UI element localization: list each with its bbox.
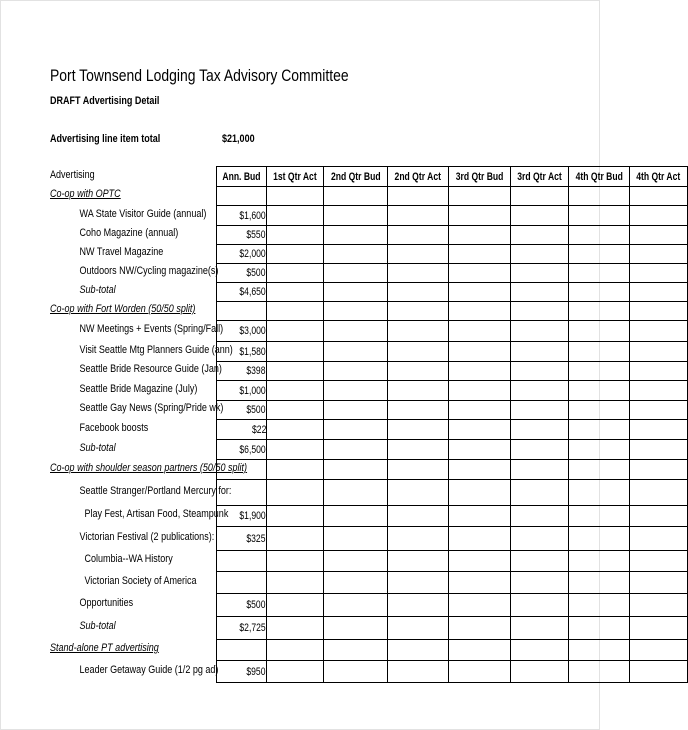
annual-budget-cell: [217, 420, 267, 440]
quarter-cell: [510, 401, 568, 420]
quarter-cell: [266, 527, 323, 551]
row-label: NW Meetings + Events (Spring/Fall): [79, 323, 224, 335]
quarter-cell: [388, 381, 449, 401]
row-label: Sub-total: [79, 442, 116, 454]
quarter-cell: [510, 302, 568, 321]
quarter-cell: [323, 264, 388, 283]
quarter-cell: [448, 362, 510, 381]
row-label: Seattle Bride Resource Guide (Jan): [79, 363, 222, 375]
annual-budget-value: $2,000: [239, 248, 266, 260]
table-row: [217, 362, 688, 381]
quarter-cell: [510, 264, 568, 283]
row-label: Facebook boosts: [79, 422, 149, 434]
quarter-cell: [630, 245, 687, 264]
quarter-cell: [323, 321, 388, 342]
annual-budget-cell: [217, 381, 267, 401]
table-row: [217, 594, 688, 617]
quarter-cell: [568, 506, 630, 527]
table-row: [217, 245, 688, 264]
row-label: Advertising: [50, 169, 95, 181]
table-row: [217, 226, 688, 245]
quarter-cell: [448, 640, 510, 661]
line-item-total-label: Advertising line item total: [50, 133, 161, 145]
quarter-cell: [630, 440, 687, 460]
quarter-cell: [510, 527, 568, 551]
quarter-cell: [568, 283, 630, 302]
column-header-label: 2nd Qtr Act: [394, 170, 442, 183]
quarter-cell: [388, 640, 449, 661]
quarter-cell: [388, 283, 449, 302]
annual-budget-value: $398: [246, 365, 266, 377]
row-label: WA State Visitor Guide (annual): [79, 208, 207, 220]
annual-budget-cell: [217, 206, 267, 226]
quarter-cell: [266, 617, 323, 640]
quarter-cell: [510, 480, 568, 506]
quarter-cell: [388, 362, 449, 381]
quarter-cell: [448, 551, 510, 572]
quarter-cell: [266, 506, 323, 527]
annual-budget-cell: [217, 283, 267, 302]
annual-budget-value: $4,650: [239, 286, 266, 298]
quarter-cell: [448, 480, 510, 506]
quarter-cell: [448, 594, 510, 617]
quarter-cell: [388, 342, 449, 362]
row-label: Co-op with shoulder season partners (50/50 split): [50, 462, 248, 474]
row-label: Seattle Gay News (Spring/Pride wk): [79, 402, 224, 414]
quarter-cell: [323, 617, 388, 640]
quarter-cell: [388, 226, 449, 245]
quarter-cell: [388, 302, 449, 321]
annual-budget-value: $1,580: [239, 345, 266, 358]
row-label: Leader Getaway Guide (1/2 pg ad): [79, 664, 219, 676]
table-row: [217, 283, 688, 302]
row-label: Visit Seattle Mtg Planners Guide (ann): [79, 344, 233, 356]
quarter-cell: [266, 440, 323, 460]
quarter-cell: [510, 661, 568, 683]
quarter-cell: [323, 342, 388, 362]
quarter-cell: [510, 572, 568, 594]
annual-budget-cell: [217, 302, 267, 321]
quarter-cell: [510, 640, 568, 661]
quarter-cell: [510, 460, 568, 480]
quarter-cell: [448, 572, 510, 594]
quarter-cell: [568, 206, 630, 226]
table-row: [217, 401, 688, 420]
row-label: Victorian Festival (2 publications):: [79, 531, 215, 543]
annual-budget-value: $22: [251, 423, 266, 436]
row-label: Opportunities: [79, 597, 134, 609]
quarter-cell: [323, 594, 388, 617]
row-label: Seattle Bride Magazine (July): [79, 383, 198, 395]
quarter-cell: [388, 617, 449, 640]
column-header: [448, 167, 510, 187]
quarter-cell: [630, 617, 687, 640]
quarter-cell: [266, 640, 323, 661]
quarter-cell: [448, 321, 510, 342]
quarter-cell: [510, 594, 568, 617]
quarter-cell: [266, 551, 323, 572]
table-row: [217, 617, 688, 640]
quarter-cell: [323, 302, 388, 321]
quarter-cell: [323, 440, 388, 460]
quarter-cell: [323, 283, 388, 302]
annual-budget-cell: [217, 551, 267, 572]
quarter-cell: [388, 245, 449, 264]
quarter-cell: [510, 187, 568, 206]
table-row: [217, 187, 688, 206]
quarter-cell: [266, 401, 323, 420]
quarter-cell: [510, 226, 568, 245]
quarter-cell: [568, 460, 630, 480]
table-row: [217, 381, 688, 401]
quarter-cell: [448, 661, 510, 683]
annual-budget-cell: [217, 440, 267, 460]
annual-budget-cell: [217, 321, 267, 342]
column-header-label: 1st Qtr Act: [273, 170, 317, 183]
table-row: [217, 302, 688, 321]
quarter-cell: [323, 245, 388, 264]
row-label: Play Fest, Artisan Food, Steampunk: [84, 508, 229, 520]
quarter-cell: [266, 302, 323, 321]
quarter-cell: [323, 480, 388, 506]
quarter-cell: [510, 506, 568, 527]
quarter-cell: [630, 342, 687, 362]
quarter-cell: [630, 551, 687, 572]
column-header-label: 2nd Qtr Bud: [330, 170, 381, 183]
quarter-cell: [448, 283, 510, 302]
quarter-cell: [568, 440, 630, 460]
table-row: [217, 440, 688, 460]
column-header-label: 3rd Qtr Bud: [455, 170, 504, 183]
quarter-cell: [448, 187, 510, 206]
quarter-cell: [323, 401, 388, 420]
annual-budget-value: $1,900: [239, 510, 266, 522]
quarter-cell: [630, 401, 687, 420]
quarter-cell: [266, 226, 323, 245]
annual-budget-value: $6,500: [239, 443, 266, 456]
annual-budget-cell: [217, 572, 267, 594]
annual-budget-cell: [217, 187, 267, 206]
annual-budget-cell: [217, 460, 267, 480]
quarter-cell: [266, 661, 323, 683]
quarter-cell: [388, 527, 449, 551]
annual-budget-cell: [217, 506, 267, 527]
table-row: [217, 342, 688, 362]
annual-budget-value: $500: [246, 599, 266, 611]
annual-budget-cell: [217, 362, 267, 381]
table-row: [217, 506, 688, 527]
row-label: Sub-total: [79, 620, 116, 632]
quarter-cell: [630, 264, 687, 283]
quarter-cell: [630, 283, 687, 302]
quarter-cell: [568, 362, 630, 381]
row-label: Victorian Society of America: [84, 575, 197, 587]
quarter-cell: [448, 506, 510, 527]
quarter-cell: [266, 206, 323, 226]
quarter-cell: [266, 362, 323, 381]
table-row: [217, 206, 688, 226]
annual-budget-cell: [217, 480, 267, 506]
quarter-cell: [510, 420, 568, 440]
quarter-cell: [448, 617, 510, 640]
annual-budget-cell: [217, 661, 267, 683]
quarter-cell: [630, 460, 687, 480]
quarter-cell: [568, 226, 630, 245]
quarter-cell: [266, 420, 323, 440]
quarter-cell: [388, 440, 449, 460]
column-header: [388, 167, 449, 187]
row-label: Columbia--WA History: [84, 553, 173, 565]
table-row: [217, 420, 688, 440]
quarter-cell: [568, 302, 630, 321]
annual-budget-cell: [217, 264, 267, 283]
quarter-cell: [510, 342, 568, 362]
quarter-cell: [388, 460, 449, 480]
quarter-cell: [448, 302, 510, 321]
quarter-cell: [510, 381, 568, 401]
quarter-cell: [323, 551, 388, 572]
quarter-cell: [323, 187, 388, 206]
quarter-cell: [630, 594, 687, 617]
annual-budget-cell: [217, 640, 267, 661]
quarter-cell: [568, 527, 630, 551]
quarter-cell: [388, 594, 449, 617]
quarter-cell: [568, 594, 630, 617]
annual-budget-value: $950: [246, 665, 266, 678]
column-header-label: 4th Qtr Bud: [575, 170, 623, 183]
quarter-cell: [266, 381, 323, 401]
quarter-cell: [630, 661, 687, 683]
column-header: [630, 167, 687, 187]
quarter-cell: [630, 362, 687, 381]
quarter-cell: [630, 506, 687, 527]
quarter-cell: [266, 572, 323, 594]
annual-budget-cell: [217, 342, 267, 362]
document-title: Port Townsend Lodging Tax Advisory Committee: [50, 66, 349, 85]
column-header-label: Ann. Bud: [222, 170, 261, 183]
quarter-cell: [448, 245, 510, 264]
line-item-total-value: $21,000: [222, 133, 255, 145]
quarter-cell: [510, 321, 568, 342]
quarter-cell: [266, 342, 323, 362]
quarter-cell: [323, 206, 388, 226]
quarter-cell: [630, 206, 687, 226]
quarter-cell: [568, 401, 630, 420]
quarter-cell: [388, 401, 449, 420]
quarter-cell: [568, 420, 630, 440]
column-header: [568, 167, 630, 187]
quarter-cell: [568, 617, 630, 640]
table-row: [217, 551, 688, 572]
quarter-cell: [388, 321, 449, 342]
table-row: [217, 640, 688, 661]
quarter-cell: [388, 420, 449, 440]
quarter-cell: [266, 264, 323, 283]
quarter-cell: [323, 420, 388, 440]
annual-budget-value: $2,725: [239, 622, 266, 634]
annual-budget-cell: [217, 594, 267, 617]
table-row: [217, 321, 688, 342]
row-label: Sub-total: [79, 284, 116, 296]
quarter-cell: [323, 381, 388, 401]
quarter-cell: [388, 206, 449, 226]
column-header: [266, 167, 323, 187]
annual-budget-cell: [217, 617, 267, 640]
quarter-cell: [510, 617, 568, 640]
annual-budget-cell: [217, 527, 267, 551]
quarter-cell: [388, 572, 449, 594]
annual-budget-cell: [217, 245, 267, 264]
quarter-cell: [630, 226, 687, 245]
row-label: Coho Magazine (annual): [79, 227, 179, 239]
quarter-cell: [448, 381, 510, 401]
table-header-row: [217, 167, 688, 187]
quarter-cell: [630, 381, 687, 401]
document-subtitle: DRAFT Advertising Detail: [50, 95, 160, 107]
annual-budget-value: $3,000: [239, 325, 266, 337]
column-header: [323, 167, 388, 187]
quarter-cell: [510, 206, 568, 226]
quarter-cell: [630, 572, 687, 594]
quarter-cell: [568, 321, 630, 342]
quarter-cell: [630, 302, 687, 321]
quarter-cell: [388, 480, 449, 506]
annual-budget-value: $550: [246, 229, 266, 241]
quarter-cell: [388, 506, 449, 527]
quarter-cell: [323, 226, 388, 245]
quarter-cell: [448, 226, 510, 245]
quarter-cell: [323, 661, 388, 683]
quarter-cell: [323, 362, 388, 381]
row-label: Co-op with OPTC: [50, 188, 121, 200]
quarter-cell: [266, 321, 323, 342]
quarter-cell: [630, 187, 687, 206]
quarter-cell: [568, 245, 630, 264]
table-row: [217, 460, 688, 480]
quarter-cell: [388, 661, 449, 683]
table-row: [217, 527, 688, 551]
quarter-cell: [510, 283, 568, 302]
quarter-cell: [630, 321, 687, 342]
quarter-cell: [568, 187, 630, 206]
quarter-cell: [630, 527, 687, 551]
quarter-cell: [266, 283, 323, 302]
quarter-cell: [630, 420, 687, 440]
quarter-cell: [323, 640, 388, 661]
quarter-cell: [448, 264, 510, 283]
quarter-cell: [323, 572, 388, 594]
row-label: NW Travel Magazine: [79, 246, 164, 258]
row-label: Co-op with Fort Worden (50/50 split): [50, 303, 196, 315]
quarter-cell: [323, 506, 388, 527]
column-header-label: 3rd Qtr Act: [517, 170, 562, 183]
table-row: [217, 264, 688, 283]
quarter-cell: [510, 245, 568, 264]
quarter-cell: [323, 460, 388, 480]
table-row: [217, 480, 688, 506]
quarter-cell: [568, 640, 630, 661]
budget-table: [216, 166, 688, 683]
annual-budget-value: $1,000: [239, 384, 266, 397]
quarter-cell: [510, 551, 568, 572]
annual-budget-value: $500: [246, 404, 266, 416]
annual-budget-cell: [217, 226, 267, 245]
column-header-label: 4th Qtr Act: [636, 170, 681, 183]
quarter-cell: [266, 594, 323, 617]
row-label: Seattle Stranger/Portland Mercury for:: [79, 485, 232, 497]
quarter-cell: [448, 420, 510, 440]
quarter-cell: [568, 572, 630, 594]
column-header: [510, 167, 568, 187]
quarter-cell: [510, 440, 568, 460]
quarter-cell: [388, 264, 449, 283]
quarter-cell: [323, 527, 388, 551]
annual-budget-value: $325: [246, 532, 266, 545]
quarter-cell: [448, 206, 510, 226]
quarter-cell: [630, 640, 687, 661]
quarter-cell: [266, 460, 323, 480]
quarter-cell: [266, 187, 323, 206]
quarter-cell: [568, 264, 630, 283]
quarter-cell: [568, 480, 630, 506]
quarter-cell: [388, 551, 449, 572]
quarter-cell: [448, 342, 510, 362]
table-row: [217, 572, 688, 594]
row-label: Outdoors NW/Cycling magazine(s): [79, 265, 219, 277]
quarter-cell: [510, 362, 568, 381]
row-label: Stand-alone PT advertising: [50, 642, 159, 654]
annual-budget-cell: [217, 401, 267, 420]
quarter-cell: [568, 661, 630, 683]
table-row: [217, 661, 688, 683]
annual-budget-value: $1,600: [239, 209, 266, 222]
quarter-cell: [568, 381, 630, 401]
quarter-cell: [448, 527, 510, 551]
column-header: [217, 167, 267, 187]
quarter-cell: [568, 342, 630, 362]
quarter-cell: [266, 480, 323, 506]
quarter-cell: [266, 245, 323, 264]
quarter-cell: [448, 460, 510, 480]
quarter-cell: [448, 401, 510, 420]
quarter-cell: [388, 187, 449, 206]
annual-budget-value: $500: [246, 267, 266, 279]
quarter-cell: [448, 440, 510, 460]
quarter-cell: [568, 551, 630, 572]
quarter-cell: [630, 480, 687, 506]
